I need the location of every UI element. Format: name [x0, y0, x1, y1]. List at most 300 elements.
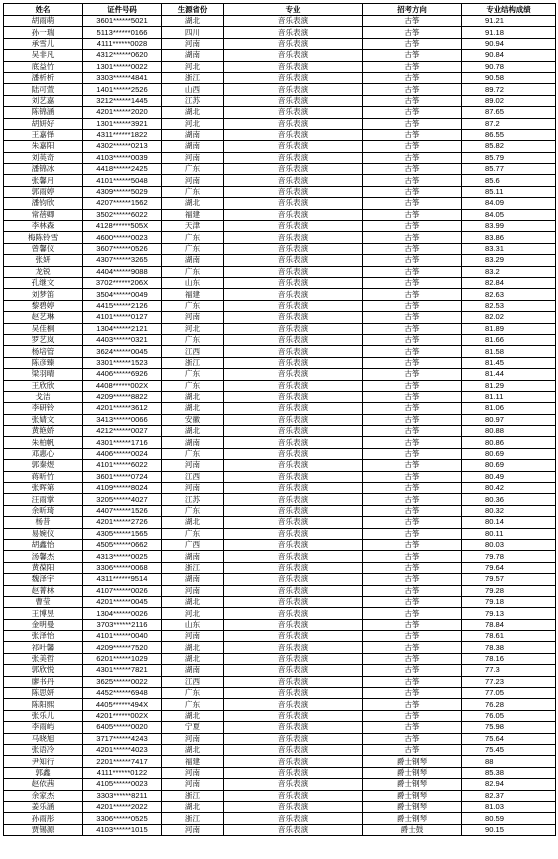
table-row — [4, 266, 556, 277]
cell-province: 河南 — [162, 175, 224, 186]
table-row — [4, 141, 556, 152]
cell-id-number: 4312******0620 — [83, 50, 162, 61]
cell-name: 汤馨杰 — [4, 551, 83, 562]
cell-id-number: 4109******8024 — [83, 483, 162, 494]
cell-direction: 古筝 — [363, 722, 462, 733]
cell-major: 音乐表演 — [224, 221, 363, 232]
cell-id-number: 1401******2526 — [83, 84, 162, 95]
header-direction: 招考方向 — [363, 4, 462, 16]
cell-major: 音乐表演 — [224, 84, 363, 95]
cell-province: 湖南 — [162, 255, 224, 266]
cell-major: 音乐表演 — [224, 164, 363, 175]
cell-name: 易婉仪 — [4, 528, 83, 539]
table-row — [4, 84, 556, 95]
cell-province: 江苏 — [162, 95, 224, 106]
cell-name: 刘艺嘉 — [4, 95, 83, 106]
cell-major: 音乐表演 — [224, 357, 363, 368]
cell-id-number: 3504******0049 — [83, 289, 162, 300]
cell-direction: 古筝 — [363, 676, 462, 687]
cell-province: 福建 — [162, 209, 224, 220]
cell-direction: 古筝 — [363, 665, 462, 676]
cell-id-number: 3212******1445 — [83, 95, 162, 106]
cell-id-number: 4311******1822 — [83, 129, 162, 140]
header-score: 专业结构成绩 — [462, 4, 556, 16]
cell-province: 湖南 — [162, 437, 224, 448]
cell-province: 湖北 — [162, 517, 224, 528]
cell-province: 广东 — [162, 243, 224, 254]
table-row — [4, 186, 556, 197]
table-row — [4, 72, 556, 83]
cell-major: 音乐表演 — [224, 824, 363, 835]
cell-name: 龙锐 — [4, 266, 83, 277]
table-row — [4, 221, 556, 232]
table-row — [4, 118, 556, 129]
cell-id-number: 3502******6022 — [83, 209, 162, 220]
cell-direction: 古筝 — [363, 688, 462, 699]
cell-id-number: 4404******9088 — [83, 266, 162, 277]
table-row — [4, 380, 556, 391]
cell-major: 音乐表演 — [224, 38, 363, 49]
cell-province: 河南 — [162, 824, 224, 835]
cell-name: 汪雨掌 — [4, 494, 83, 505]
cell-id-number: 4307******3265 — [83, 255, 162, 266]
cell-name: 潘钧欣 — [4, 198, 83, 209]
cell-direction: 古筝 — [363, 312, 462, 323]
cell-id-number: 3703******2116 — [83, 619, 162, 630]
cell-direction: 古筝 — [363, 619, 462, 630]
table-row — [4, 243, 556, 254]
cell-province: 浙江 — [162, 72, 224, 83]
cell-score: 85.77 — [462, 164, 556, 175]
cell-name: 承雪儿 — [4, 38, 83, 49]
table-row — [4, 323, 556, 334]
cell-id-number: 3625******0022 — [83, 676, 162, 687]
table-row — [4, 688, 556, 699]
cell-province: 福建 — [162, 289, 224, 300]
cell-score: 90.94 — [462, 38, 556, 49]
cell-direction: 古筝 — [363, 243, 462, 254]
cell-major: 音乐表演 — [224, 175, 363, 186]
cell-score: 81.06 — [462, 403, 556, 414]
cell-major: 音乐表演 — [224, 551, 363, 562]
cell-direction: 古筝 — [363, 209, 462, 220]
cell-name: 刘英奇 — [4, 152, 83, 163]
cell-direction: 古筝 — [363, 107, 462, 118]
table-row — [4, 61, 556, 72]
cell-score: 79.57 — [462, 574, 556, 585]
cell-direction: 古筝 — [363, 61, 462, 72]
cell-province: 河北 — [162, 608, 224, 619]
cell-score: 83.2 — [462, 266, 556, 277]
cell-major: 音乐表演 — [224, 334, 363, 345]
cell-direction: 古筝 — [363, 266, 462, 277]
cell-score: 78.84 — [462, 619, 556, 630]
cell-province: 湖北 — [162, 107, 224, 118]
cell-direction: 古筝 — [363, 596, 462, 607]
cell-province: 广东 — [162, 505, 224, 516]
cell-major: 音乐表演 — [224, 209, 363, 220]
cell-major: 音乐表演 — [224, 585, 363, 596]
table-row — [4, 494, 556, 505]
table-row — [4, 767, 556, 778]
cell-id-number: 3205******4027 — [83, 494, 162, 505]
cell-direction: 古筝 — [363, 129, 462, 140]
table-row — [4, 813, 556, 824]
cell-province: 广东 — [162, 300, 224, 311]
cell-score: 77.3 — [462, 665, 556, 676]
cell-major: 音乐表演 — [224, 198, 363, 209]
cell-score: 85.79 — [462, 152, 556, 163]
cell-id-number: 4415******2126 — [83, 300, 162, 311]
cell-province: 河北 — [162, 323, 224, 334]
cell-direction: 古筝 — [363, 471, 462, 482]
cell-major: 音乐表演 — [224, 574, 363, 585]
cell-major: 音乐表演 — [224, 642, 363, 653]
cell-direction: 古筝 — [363, 152, 462, 163]
cell-id-number: 3702******206X — [83, 277, 162, 288]
cell-major: 音乐表演 — [224, 391, 363, 402]
cell-name: 罗艺岚 — [4, 334, 83, 345]
cell-major: 音乐表演 — [224, 232, 363, 243]
cell-name: 郭秦煜 — [4, 460, 83, 471]
table-row — [4, 539, 556, 550]
cell-direction: 古筝 — [363, 255, 462, 266]
cell-id-number: 4408******002X — [83, 380, 162, 391]
cell-name: 李雨屿 — [4, 722, 83, 733]
table-row — [4, 357, 556, 368]
cell-major: 音乐表演 — [224, 129, 363, 140]
cell-score: 90.15 — [462, 824, 556, 835]
cell-score: 81.11 — [462, 391, 556, 402]
cell-province: 湖南 — [162, 129, 224, 140]
cell-name: 曹莹 — [4, 596, 83, 607]
cell-major: 音乐表演 — [224, 631, 363, 642]
score-sheet — [3, 3, 556, 836]
cell-name: 张美哲 — [4, 653, 83, 664]
cell-major: 音乐表演 — [224, 152, 363, 163]
cell-name: 余家杰 — [4, 790, 83, 801]
table-row — [4, 585, 556, 596]
cell-name: 张馨月 — [4, 175, 83, 186]
cell-id-number: 4313******0025 — [83, 551, 162, 562]
cell-major: 音乐表演 — [224, 255, 363, 266]
table-row — [4, 642, 556, 653]
cell-province: 广东 — [162, 699, 224, 710]
cell-id-number: 4101******0040 — [83, 631, 162, 642]
cell-id-number: 4309******5029 — [83, 186, 162, 197]
cell-id-number: 4406******0024 — [83, 448, 162, 459]
cell-name: 廖书丹 — [4, 676, 83, 687]
cell-major: 音乐表演 — [224, 289, 363, 300]
cell-major: 音乐表演 — [224, 380, 363, 391]
cell-score: 82.63 — [462, 289, 556, 300]
cell-major: 音乐表演 — [224, 243, 363, 254]
cell-score: 89.72 — [462, 84, 556, 95]
cell-score: 80.14 — [462, 517, 556, 528]
cell-major: 音乐表演 — [224, 676, 363, 687]
cell-id-number: 4101******5048 — [83, 175, 162, 186]
cell-province: 湖南 — [162, 665, 224, 676]
cell-direction: 爵士钢琴 — [363, 767, 462, 778]
cell-major: 音乐表演 — [224, 710, 363, 721]
cell-name: 郭雨婷 — [4, 186, 83, 197]
cell-score: 84.09 — [462, 198, 556, 209]
cell-direction: 古筝 — [363, 27, 462, 38]
cell-name: 魏泽宇 — [4, 574, 83, 585]
cell-major: 音乐表演 — [224, 72, 363, 83]
table-row — [4, 790, 556, 801]
cell-province: 广东 — [162, 448, 224, 459]
cell-province: 广东 — [162, 266, 224, 277]
cell-name: 祁叶馨 — [4, 642, 83, 653]
cell-id-number: 4111******0028 — [83, 38, 162, 49]
cell-id-number: 4505******0662 — [83, 539, 162, 550]
cell-name: 陈彦臻 — [4, 357, 83, 368]
table-row — [4, 414, 556, 425]
cell-major: 音乐表演 — [224, 801, 363, 812]
cell-score: 90.84 — [462, 50, 556, 61]
cell-name: 黄葆阳 — [4, 562, 83, 573]
cell-score: 80.03 — [462, 539, 556, 550]
cell-major: 音乐表演 — [224, 346, 363, 357]
cell-province: 浙江 — [162, 790, 224, 801]
table-row — [4, 619, 556, 630]
cell-major: 音乐表演 — [224, 460, 363, 471]
cell-id-number: 3624******0045 — [83, 346, 162, 357]
cell-id-number: 4201******2726 — [83, 517, 162, 528]
cell-direction: 古筝 — [363, 380, 462, 391]
cell-province: 广东 — [162, 380, 224, 391]
cell-score: 79.64 — [462, 562, 556, 573]
cell-id-number: 4201******002X — [83, 710, 162, 721]
cell-major: 音乐表演 — [224, 300, 363, 311]
cell-score: 82.94 — [462, 779, 556, 790]
cell-name: 杨昔 — [4, 517, 83, 528]
cell-id-number: 4600******0023 — [83, 232, 162, 243]
cell-score: 83.86 — [462, 232, 556, 243]
cell-id-number: 3601******0724 — [83, 471, 162, 482]
cell-id-number: 4207******1562 — [83, 198, 162, 209]
cell-score: 80.88 — [462, 426, 556, 437]
cell-direction: 古筝 — [363, 289, 462, 300]
cell-direction: 古筝 — [363, 232, 462, 243]
cell-province: 湖南 — [162, 574, 224, 585]
cell-name: 刘梦笛 — [4, 289, 83, 300]
cell-major: 音乐表演 — [224, 277, 363, 288]
cell-score: 91.18 — [462, 27, 556, 38]
cell-province: 湖北 — [162, 596, 224, 607]
cell-id-number: 4201******4023 — [83, 745, 162, 756]
table-row — [4, 733, 556, 744]
cell-score: 89.02 — [462, 95, 556, 106]
cell-score: 78.38 — [462, 642, 556, 653]
cell-major: 音乐表演 — [224, 16, 363, 27]
cell-score: 91.21 — [462, 16, 556, 27]
cell-id-number: 4201******2020 — [83, 107, 162, 118]
cell-province: 安徽 — [162, 414, 224, 425]
cell-score: 81.29 — [462, 380, 556, 391]
cell-score: 82.53 — [462, 300, 556, 311]
cell-name: 潘锦冰 — [4, 164, 83, 175]
cell-score: 85.6 — [462, 175, 556, 186]
cell-id-number: 4201******3612 — [83, 403, 162, 414]
cell-major: 音乐表演 — [224, 61, 363, 72]
cell-major: 音乐表演 — [224, 141, 363, 152]
cell-province: 河南 — [162, 733, 224, 744]
cell-name: 马晓旭 — [4, 733, 83, 744]
cell-name: 张乐儿 — [4, 710, 83, 721]
cell-id-number: 1301******0022 — [83, 61, 162, 72]
table-row — [4, 801, 556, 812]
cell-major: 音乐表演 — [224, 653, 363, 664]
cell-province: 湖北 — [162, 653, 224, 664]
cell-score: 85.82 — [462, 141, 556, 152]
cell-province: 广东 — [162, 334, 224, 345]
cell-province: 宁夏 — [162, 722, 224, 733]
cell-id-number: 4201******0045 — [83, 596, 162, 607]
cell-score: 85.38 — [462, 767, 556, 778]
cell-direction: 古筝 — [363, 118, 462, 129]
cell-province: 江苏 — [162, 494, 224, 505]
cell-id-number: 4405******494X — [83, 699, 162, 710]
cell-direction: 古筝 — [363, 369, 462, 380]
cell-score: 86.55 — [462, 129, 556, 140]
table-row — [4, 437, 556, 448]
cell-name: 张晖第 — [4, 483, 83, 494]
cell-major: 音乐表演 — [224, 27, 363, 38]
cell-name: 张语冷 — [4, 745, 83, 756]
cell-name: 李研铃 — [4, 403, 83, 414]
cell-name: 陈锦涵 — [4, 107, 83, 118]
cell-province: 河南 — [162, 631, 224, 642]
cell-id-number: 1304******2121 — [83, 323, 162, 334]
cell-direction: 爵士鼓 — [363, 824, 462, 835]
cell-score: 79.18 — [462, 596, 556, 607]
cell-score: 80.97 — [462, 414, 556, 425]
cell-name: 邓惠心 — [4, 448, 83, 459]
cell-name: 王嘉怿 — [4, 129, 83, 140]
cell-direction: 古筝 — [363, 733, 462, 744]
cell-id-number: 3303******4841 — [83, 72, 162, 83]
cell-direction: 古筝 — [363, 562, 462, 573]
cell-name: 胡雨萌 — [4, 16, 83, 27]
cell-major: 音乐表演 — [224, 494, 363, 505]
table-row — [4, 300, 556, 311]
cell-score: 76.28 — [462, 699, 556, 710]
cell-id-number: 4406******6926 — [83, 369, 162, 380]
table-row — [4, 471, 556, 482]
cell-province: 湖北 — [162, 16, 224, 27]
cell-id-number: 1304******0026 — [83, 608, 162, 619]
cell-score: 79.28 — [462, 585, 556, 596]
cell-province: 浙江 — [162, 813, 224, 824]
cell-province: 浙江 — [162, 562, 224, 573]
cell-direction: 古筝 — [363, 642, 462, 653]
cell-score: 88 — [462, 756, 556, 767]
table-row — [4, 722, 556, 733]
cell-name: 胡鑫怡 — [4, 539, 83, 550]
cell-direction: 古筝 — [363, 300, 462, 311]
cell-score: 80.32 — [462, 505, 556, 516]
cell-major: 音乐表演 — [224, 688, 363, 699]
cell-id-number: 3601******5021 — [83, 16, 162, 27]
cell-direction: 古筝 — [363, 745, 462, 756]
cell-id-number: 4103******1015 — [83, 824, 162, 835]
cell-score: 82.37 — [462, 790, 556, 801]
cell-score: 79.78 — [462, 551, 556, 562]
cell-id-number: 4101******0127 — [83, 312, 162, 323]
cell-direction: 古筝 — [363, 323, 462, 334]
cell-province: 湖北 — [162, 198, 224, 209]
cell-province: 河北 — [162, 118, 224, 129]
cell-direction: 爵士钢琴 — [363, 790, 462, 801]
cell-direction: 古筝 — [363, 357, 462, 368]
cell-name: 戈洁 — [4, 391, 83, 402]
table-row — [4, 38, 556, 49]
cell-name: 朱嘉阳 — [4, 141, 83, 152]
cell-score: 87.2 — [462, 118, 556, 129]
table-row — [4, 608, 556, 619]
cell-major: 音乐表演 — [224, 323, 363, 334]
cell-direction: 古筝 — [363, 16, 462, 27]
cell-id-number: 4301******1716 — [83, 437, 162, 448]
cell-name: 孔继文 — [4, 277, 83, 288]
cell-direction: 古筝 — [363, 505, 462, 516]
cell-province: 广东 — [162, 528, 224, 539]
cell-direction: 古筝 — [363, 72, 462, 83]
cell-name: 陆可萱 — [4, 84, 83, 95]
cell-direction: 古筝 — [363, 50, 462, 61]
table-row — [4, 152, 556, 163]
cell-province: 湖南 — [162, 551, 224, 562]
table-row — [4, 824, 556, 835]
cell-score: 80.59 — [462, 813, 556, 824]
cell-province: 河南 — [162, 483, 224, 494]
cell-score: 78.16 — [462, 653, 556, 664]
cell-direction: 古筝 — [363, 164, 462, 175]
cell-score: 80.11 — [462, 528, 556, 539]
cell-score: 79.13 — [462, 608, 556, 619]
cell-name: 陈思妍 — [4, 688, 83, 699]
header-row — [4, 4, 556, 16]
cell-direction: 爵士钢琴 — [363, 779, 462, 790]
cell-id-number: 4201******2022 — [83, 801, 162, 812]
table-row — [4, 95, 556, 106]
cell-province: 福建 — [162, 756, 224, 767]
cell-direction: 古筝 — [363, 391, 462, 402]
cell-direction: 爵士钢琴 — [363, 813, 462, 824]
results-table — [3, 3, 556, 836]
cell-id-number: 4128******505X — [83, 221, 162, 232]
cell-major: 音乐表演 — [224, 483, 363, 494]
cell-province: 天津 — [162, 221, 224, 232]
cell-province: 浙江 — [162, 357, 224, 368]
cell-score: 81.66 — [462, 334, 556, 345]
table-row — [4, 50, 556, 61]
cell-major: 音乐表演 — [224, 312, 363, 323]
cell-score: 81.03 — [462, 801, 556, 812]
table-row — [4, 129, 556, 140]
cell-score: 77.23 — [462, 676, 556, 687]
cell-score: 75.98 — [462, 722, 556, 733]
cell-major: 音乐表演 — [224, 118, 363, 129]
cell-direction: 古筝 — [363, 186, 462, 197]
table-row — [4, 27, 556, 38]
cell-direction: 古筝 — [363, 437, 462, 448]
table-row — [4, 596, 556, 607]
cell-id-number: 4212******0027 — [83, 426, 162, 437]
cell-major: 音乐表演 — [224, 813, 363, 824]
